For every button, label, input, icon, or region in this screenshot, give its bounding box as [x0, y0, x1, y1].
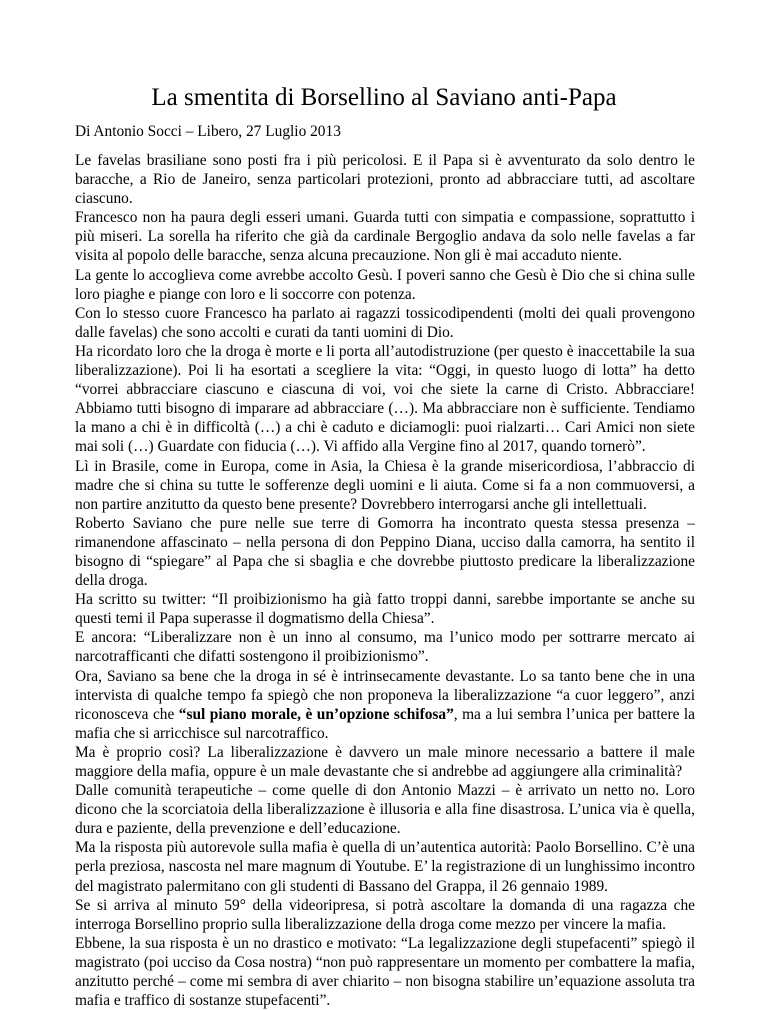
- paragraph: Ebbene, la sua risposta è un no drastico e motivato: “La legalizzazione degli stupefacenti” spiegò il magistrato (poi ucciso da Cosa nostra) “non può rappresentare un momento per combattere la mafia, anzitutto perché – come mi sembra di aver chiarito – non bisogna stabilire un’equazione assoluta tra mafia e traffico di sostanze stupefacenti”.: [75, 934, 695, 1010]
- paragraph: Lì in Brasile, come in Europa, come in Asia, la Chiesa è la grande misericordiosa, l’abbraccio di madre che si china su tutte le sofferenze degli uomini e li aiuta. Come si fa a non commuoversi, a non partire anzitutto da questo bene presente? Dovrebbero interrogarsi anche gli intellettuali.: [75, 457, 695, 513]
- paragraph: Ma è proprio così? La liberalizzazione è davvero un male minore necessario a battere il male maggiore della mafia, oppure è un male devastante che si andrebbe ad aggiungere alla criminalità?: [75, 743, 695, 780]
- paragraph: Ha ricordato loro che la droga è morte e li porta all’autodistruzione (per questo è inaccettabile la sua liberalizzazione). Poi li ha esortati a scegliere la vita: “Oggi, in questo luogo di lotta” ha detto “vorrei abbracciare ciascuno e ciascuna di voi, voi che siete la carne di Cristo. Abbracciare! Abbiamo tutti bisogno di imparare ad abbracciare (…). Ma abbracciare non è sufficiente. Tendiamo la mano a chi è in difficoltà (…) a chi è caduto e diciamogli: puoi rialzarti… Cari Amici non siete mai soli (…) Guardate con fiducia (…). Vi affido alla Vergine fino al 2017, quando tornerò”.: [75, 342, 695, 456]
- bold-quote: “sul piano morale, è un’opzione schifosa”: [178, 705, 454, 723]
- paragraph: Francesco non ha paura degli esseri umani. Guarda tutti con simpatia e compassione, soprattutto i più miseri. La sorella ha riferito che già da cardinale Bergoglio andava da solo nelle favelas a far visita al popolo delle baracche, senza alcuna precauzione. Non gli è mai accaduto niente.: [75, 209, 695, 265]
- document-title: La smentita di Borsellino al Saviano anti-Papa: [151, 84, 617, 111]
- paragraph-text: , ma a lui sembra l’unica per battere la mafia che si arricchisce sul narcotraffico.: [75, 705, 695, 742]
- byline: Di Antonio Socci – Libero, 27 Luglio 2013: [75, 123, 341, 140]
- paragraph: Se si arriva al minuto 59° della videoripresa, si potrà ascoltare la domanda di una ragazza che interroga Borsellino proprio sulla liberalizzazione della droga come mezzo per vincere la mafia.: [75, 896, 695, 933]
- paragraph: E ancora: “Liberalizzare non è un inno al consumo, ma l’unico modo per sottrarre mercato ai narcotrafficanti che difatti sostengono il proibizionismo”.: [75, 629, 695, 666]
- paragraph-with-quote: [75, 667, 695, 743]
- paragraph: La gente lo accoglieva come avrebbe accolto Gesù. I poveri sanno che Gesù è Dio che si china sulle loro piaghe e piange con loro e li soccorre con potenza.: [75, 266, 695, 303]
- paragraph-text: Ora, Saviano sa bene che la droga in sé è intrinsecamente devastante. Lo sa tanto bene che in una intervista di qualche tempo fa spiegò che non proponeva la liberalizzazione “a cuor leggero”, anzi riconosceva che: [75, 667, 695, 723]
- paragraph: Ma la risposta più autorevole sulla mafia è quella di un’autentica autorità: Paolo Borsellino. C’è una perla preziosa, nascosta nel mare magnum di Youtube. E’ la registrazione di un lunghissimo incontro del magistrato palermitano con gli studenti di Bassano del Grappa, il 26 gennaio 1989.: [75, 839, 695, 895]
- paragraph: Con lo stesso cuore Francesco ha parlato ai ragazzi tossicodipendenti (molti dei quali provengono dalle favelas) che sono accolti e curati da tanti uomini di Dio.: [75, 304, 695, 341]
- paragraph: Le favelas brasiliane sono posti fra i più pericolosi. E il Papa si è avventurato da solo dentro le baracche, a Rio de Janeiro, senza particolari protezioni, pronto ad abbracciare tutti, ad ascoltare ciascuno.: [75, 152, 695, 208]
- paragraph: Dalle comunità terapeutiche – come quelle di don Antonio Mazzi – è arrivato un netto no. Loro dicono che la scorciatoia della liberalizzazione è illusoria e alla fine disastrosa. L’unica via è quella, dura e paziente, della prevenzione e dell’educazione.: [75, 782, 695, 838]
- paragraph: Ha scritto su twitter: “Il proibizionismo ha già fatto troppi danni, sarebbe importante se anche su questi temi il Papa superasse il dogmatismo della Chiesa”.: [75, 591, 695, 628]
- article-body: [75, 151, 695, 1010]
- paragraph: Roberto Saviano che pure nelle sue terre di Gomorra ha incontrato questa stessa presenza – rimanendone affascinato – nella persona di don Peppino Diana, ucciso dalla camorra, ha sentito il bisogno di “spiegare” al Papa che si sbaglia e che dovrebbe piuttosto predicare la liberalizzazione della droga.: [75, 514, 695, 590]
